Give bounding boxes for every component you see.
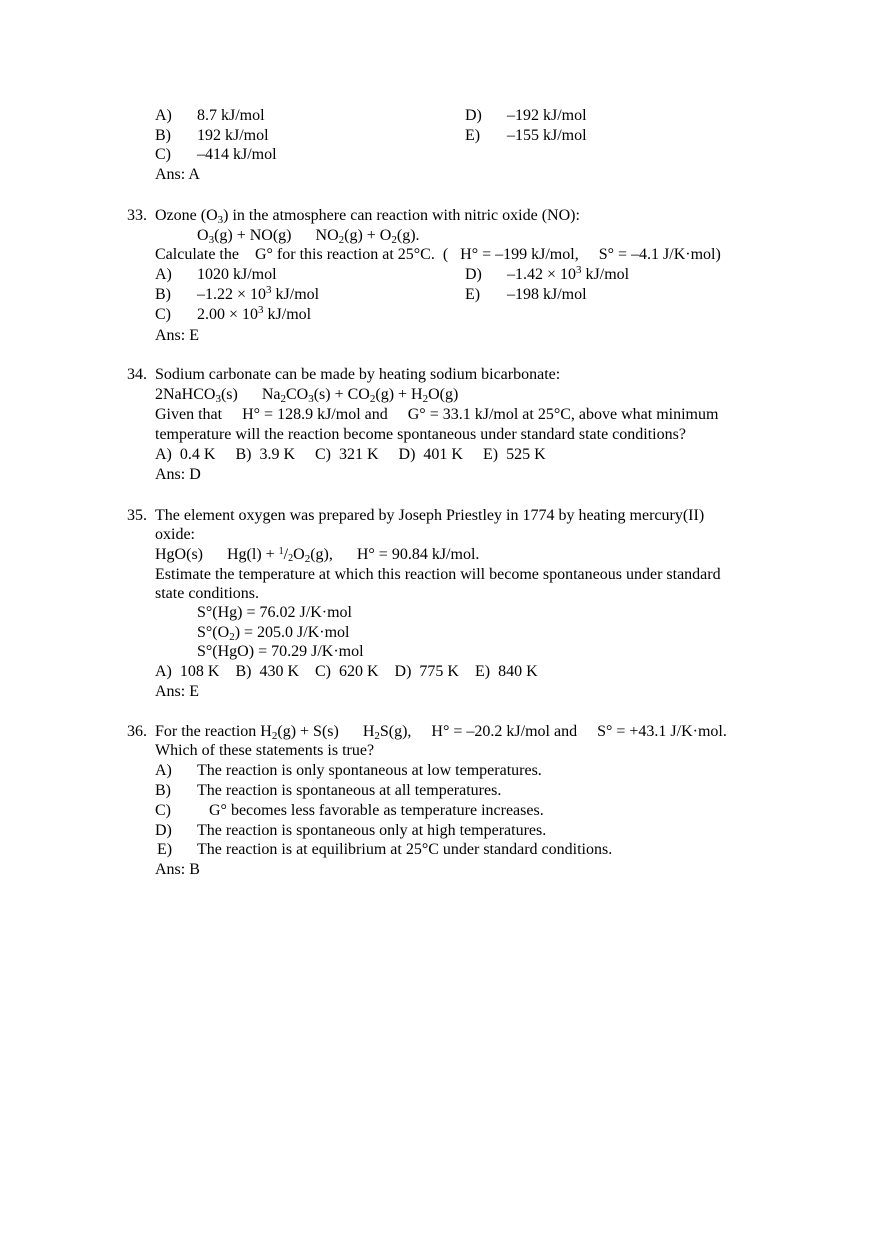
q33-option-b-text: $-1.22 \times 10^3$ kJ/mol xyxy=(197,284,320,303)
q33-option-a-letter: A) xyxy=(155,266,172,283)
q33-number: 33. xyxy=(127,207,147,224)
q36-option-a-text: The reaction is only spontaneous at low temperatures. xyxy=(197,762,542,779)
q32-option-c-text: –414 kJ/mol xyxy=(197,146,277,163)
q33-option-c-letter: C) xyxy=(155,306,171,323)
q36-option-c-text: G° becomes less favorable as temperature increases. xyxy=(197,802,544,819)
q33-stem: Ozone $(O_3)$ in the atmosphere can reaction with nitric oxide (NO): xyxy=(155,207,580,226)
q34-equation: 2NaHCO$_3$(s) $Na_2CO_3(s) + CO_2(g) + H_2O(g)$ xyxy=(155,386,459,405)
q33-answer: Ans: E xyxy=(155,327,199,344)
q33-option-c-text: $2.00 \times 10^3$ kJ/mol xyxy=(197,304,312,323)
q36-option-c-letter: C) xyxy=(155,802,171,819)
q33-equation: $O_3(g) + NO(g)$ $NO_2(g) + O_2(g)$. xyxy=(197,227,420,246)
q36-number: 36. xyxy=(127,723,147,740)
q34-number: 34. xyxy=(127,366,147,383)
q34-temperature-line: temperature will the reaction become spontaneous under standard state conditions? xyxy=(155,426,686,443)
q36-option-d-text: The reaction is spontaneous only at high temperatures. xyxy=(197,822,547,839)
q33-option-a-text: 1020 kJ/mol xyxy=(197,266,277,283)
q32-answer: Ans: A xyxy=(155,166,200,183)
q36-stem: For the reaction $H_2(g) + S(s)$ $H_2S(g)$, H° = –20.2 kJ/mol and S° = +43.1 J/K·mol. xyxy=(155,723,727,742)
q33-calc-line: Calculate the G° for this reaction at 25°C. ( H° = –199 kJ/mol, S° = –4.1 J/K·mol) xyxy=(155,246,721,263)
q36-which-line: Which of these statements is true? xyxy=(155,742,375,759)
q32-option-a-letter: A) xyxy=(155,107,172,124)
q36-option-b-text: The reaction is spontaneous at all temperatures. xyxy=(197,782,502,799)
q33-option-d-letter: D) xyxy=(465,266,482,283)
q32-option-b-letter: B) xyxy=(155,127,171,144)
q35-answer: Ans: E xyxy=(155,683,199,700)
q32-option-c-letter: C) xyxy=(155,146,171,163)
q36-option-a-letter: A) xyxy=(155,762,172,779)
q35-entropy-hgo: S°(HgO) = 70.29 J/K·mol xyxy=(197,643,364,660)
q36-option-e-letter: E) xyxy=(157,841,173,858)
q35-entropy-o2: $S^\circ(O_2) = 205.0$ J/K·mol xyxy=(197,624,350,643)
q32-option-a-text: 8.7 kJ/mol xyxy=(197,107,265,124)
q34-answer: Ans: D xyxy=(155,466,201,483)
q32-option-e-text: –155 kJ/mol xyxy=(507,127,587,144)
q34-given-line: Given that H° = 128.9 kJ/mol and G° = 33.1 kJ/mol at 25°C, above what minimum xyxy=(155,406,719,423)
q33-option-b-letter: B) xyxy=(155,286,171,303)
q32-option-b-text: 192 kJ/mol xyxy=(197,127,269,144)
q35-entropy-hg: S°(Hg) = 76.02 J/K·mol xyxy=(197,604,352,621)
q32-option-e-letter: E) xyxy=(465,127,481,144)
q35-stem-line-2: oxide: xyxy=(155,526,195,543)
q35-estimate-line-2: state conditions. xyxy=(155,585,259,602)
q36-option-e-text: The reaction is at equilibrium at 25°C under standard conditions. xyxy=(197,841,613,858)
q33-option-d-text: $-1.42 \times 10^3$ kJ/mol xyxy=(507,264,630,283)
q35-stem-line-1: The element oxygen was prepared by Joseph Priestley in 1774 by heating mercury(II) xyxy=(155,507,705,524)
q35-equation: HgO(s) $Hg(l) + ^1/_2O_2(g)$, H° = 90.84 kJ/mol. xyxy=(155,546,480,565)
q36-option-d-letter: D) xyxy=(155,822,172,839)
q33-option-e-letter: E) xyxy=(465,286,481,303)
q35-options: A) 108 K B) 430 K C) 620 K D) 775 K E) 840 K xyxy=(155,663,538,680)
q34-stem: Sodium carbonate can be made by heating sodium bicarbonate: xyxy=(155,366,561,383)
q36-answer: Ans: B xyxy=(155,861,200,878)
q32-option-d-letter: D) xyxy=(465,107,482,124)
q33-option-e-text: –198 kJ/mol xyxy=(507,286,587,303)
q35-estimate-line-1: Estimate the temperature at which this reaction will become spontaneous under standard xyxy=(155,566,721,583)
q32-option-d-text: –192 kJ/mol xyxy=(507,107,587,124)
q36-option-b-letter: B) xyxy=(155,782,171,799)
q35-number: 35. xyxy=(127,507,147,524)
q34-options: A) 0.4 K B) 3.9 K C) 321 K D) 401 K E) 525 K xyxy=(155,446,546,463)
